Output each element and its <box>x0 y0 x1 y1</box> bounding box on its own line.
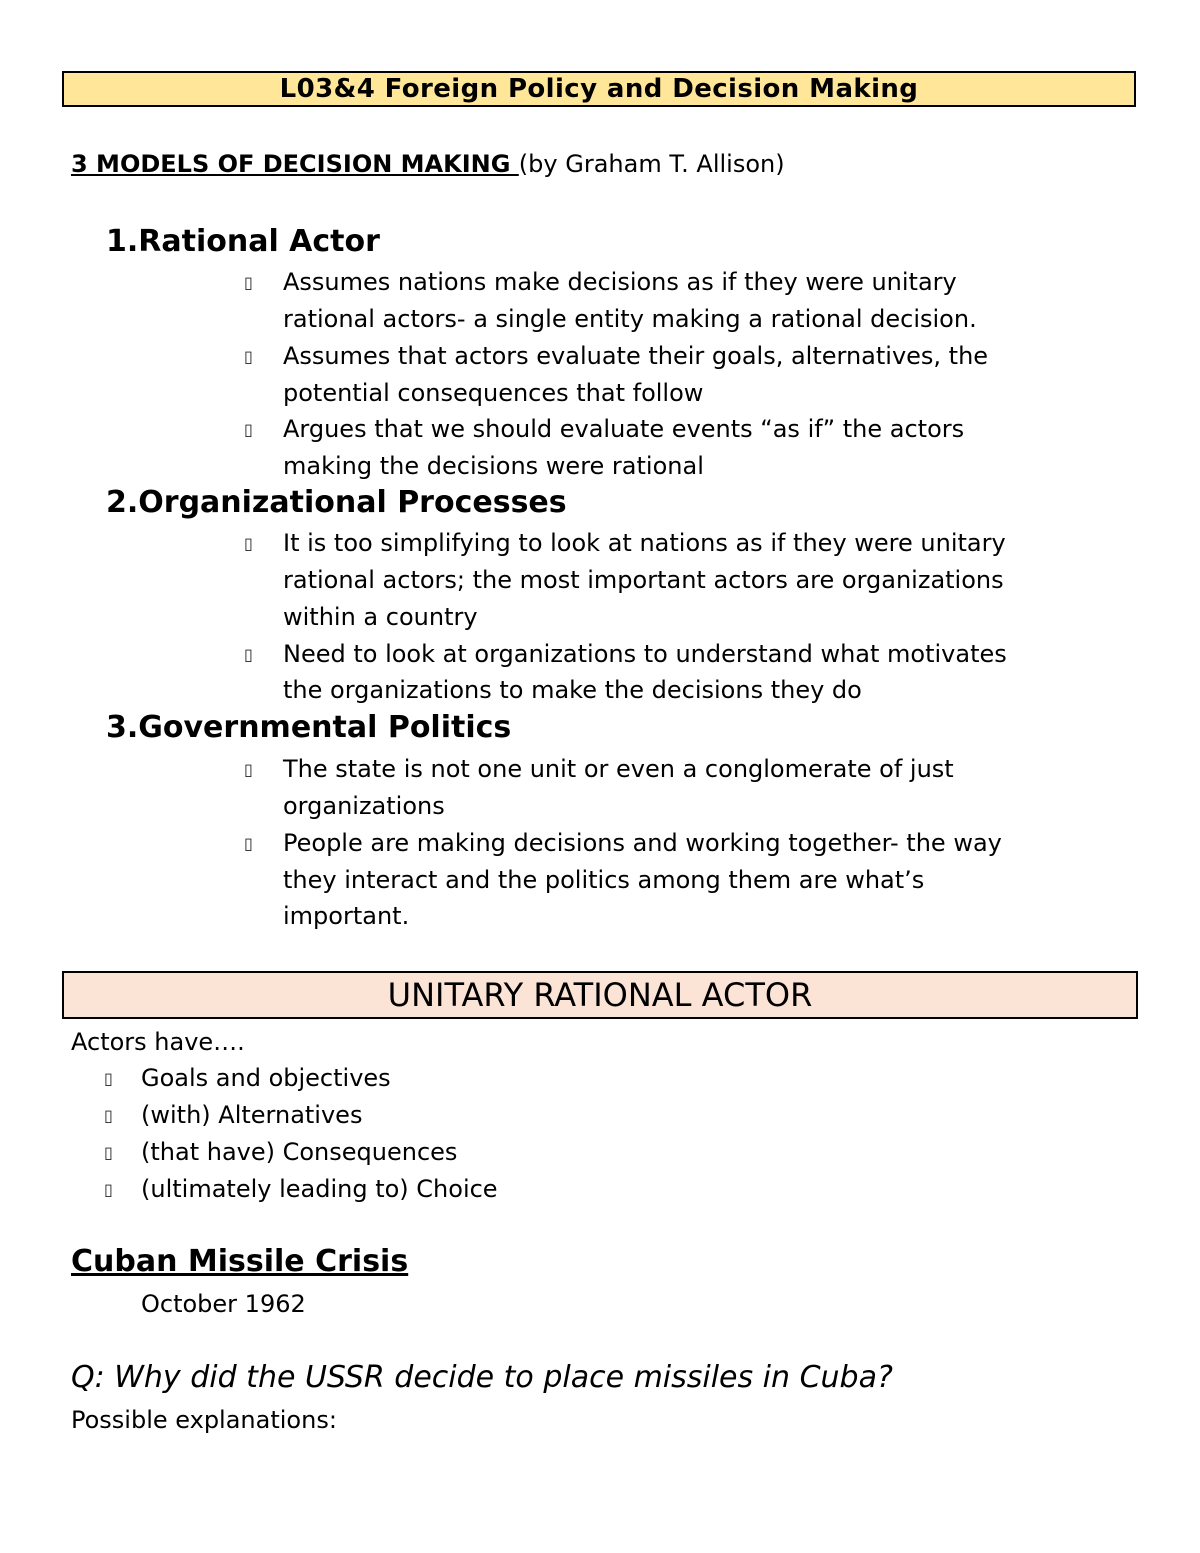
list-item: ▯ (that have) Consequences <box>104 1138 458 1166</box>
question-text: Q: Why did the USSR decide to place missiles in Cuba? <box>71 1360 893 1395</box>
list-item-continuation: rational actors; the most important actors are organizations <box>283 566 1004 594</box>
list-item-continuation: the organizations to make the decisions they do <box>283 676 862 704</box>
bullet-icon: ▯ <box>244 645 253 664</box>
actors-have-label: Actors have…. <box>71 1028 245 1056</box>
list-item: ▯ (ultimately leading to) Choice <box>104 1175 498 1203</box>
list-item: ▯ (with) Alternatives <box>104 1101 363 1129</box>
model-title-governmental-politics: 3.Governmental Politics <box>106 710 512 745</box>
list-item-continuation: organizations <box>283 792 445 820</box>
possible-explanations-label: Possible explanations: <box>71 1406 337 1434</box>
list-item: ▯ The state is not one unit or even a conglomerate of just <box>244 755 954 783</box>
bullet-icon: ▯ <box>244 347 253 366</box>
list-item: ▯ Goals and objectives <box>104 1064 391 1092</box>
cmc-date: October 1962 <box>141 1290 306 1318</box>
list-item-continuation: potential consequences that follow <box>283 379 704 407</box>
bullet-icon: ▯ <box>104 1143 113 1162</box>
list-item: ▯ Assumes that actors evaluate their goals, alternatives, the <box>244 342 989 370</box>
bullet-icon: ▯ <box>244 834 253 853</box>
document-title: L03&4 Foreign Policy and Decision Making <box>62 71 1136 107</box>
list-item-continuation: rational actors- a single entity making a rational decision. <box>283 305 977 333</box>
list-item: ▯ Assumes nations make decisions as if they were unitary <box>244 268 957 296</box>
models-heading-author: (by Graham T. Allison) <box>518 150 785 178</box>
list-item-continuation: making the decisions were rational <box>283 452 704 480</box>
bullet-icon: ▯ <box>244 273 253 292</box>
list-item: ▯ Argues that we should evaluate events “as if” the actors <box>244 415 965 443</box>
models-heading <box>71 150 785 178</box>
bullet-icon: ▯ <box>104 1106 113 1125</box>
list-item: ▯ Need to look at organizations to understand what motivates <box>244 640 1007 668</box>
section-heading-unitary-rational-actor: UNITARY RATIONAL ACTOR <box>62 971 1138 1019</box>
list-item: ▯ It is too simplifying to look at nations as if they were unitary <box>244 529 1006 557</box>
bullet-icon: ▯ <box>104 1180 113 1199</box>
list-item-continuation: they interact and the politics among them are what’s <box>283 866 925 894</box>
models-heading-underlined: 3 MODELS OF DECISION MAKING <box>71 150 519 178</box>
list-item-continuation: important. <box>283 902 410 930</box>
list-item-continuation: within a country <box>283 603 478 631</box>
bullet-icon: ▯ <box>244 534 253 553</box>
bullet-icon: ▯ <box>244 760 253 779</box>
model-title-organizational-processes: 2.Organizational Processes <box>106 485 567 520</box>
cuban-missile-crisis-heading: Cuban Missile Crisis <box>71 1244 409 1279</box>
list-item: ▯ People are making decisions and working together- the way <box>244 829 1002 857</box>
model-title-rational-actor: 1.Rational Actor <box>106 224 380 259</box>
bullet-icon: ▯ <box>104 1069 113 1088</box>
bullet-icon: ▯ <box>244 420 253 439</box>
